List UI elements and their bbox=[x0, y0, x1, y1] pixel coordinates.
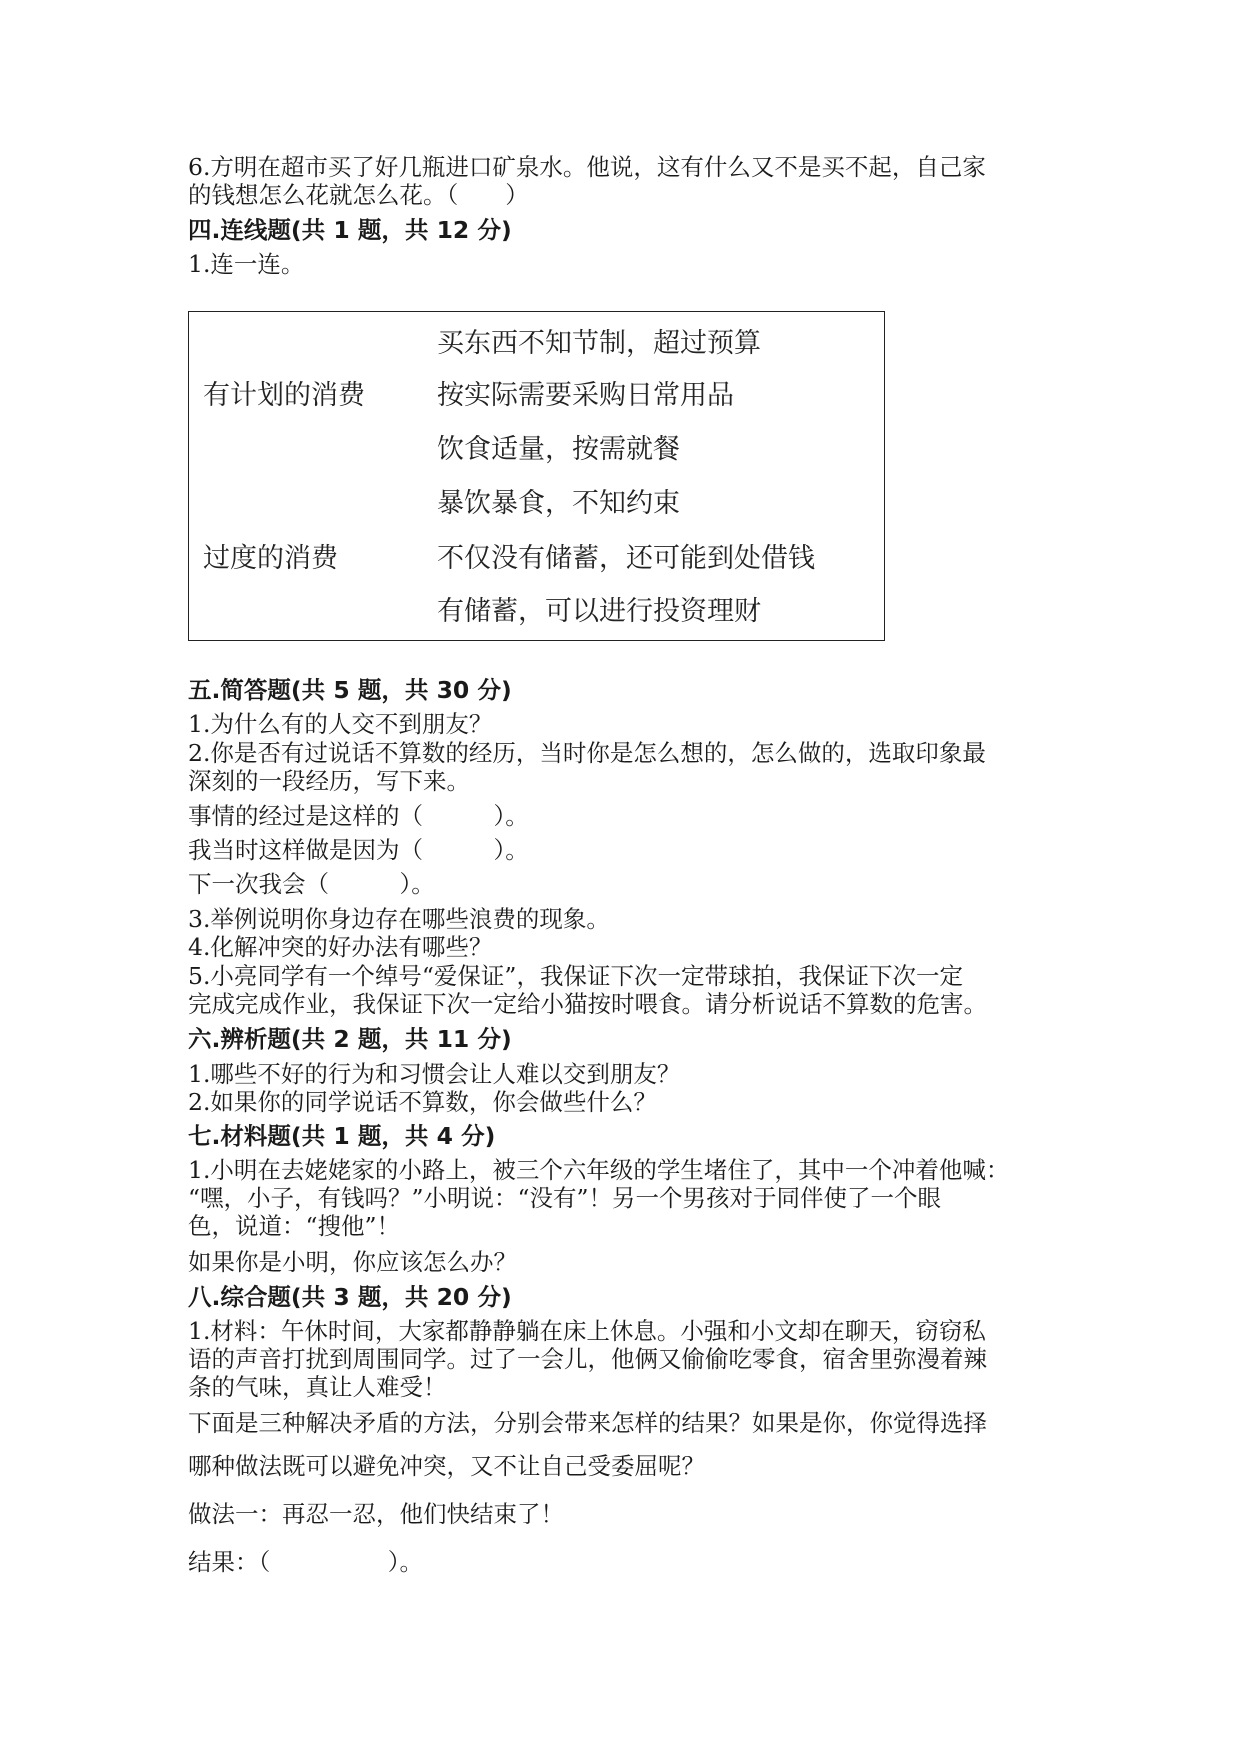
s5-fill-blank-3: 下一次我会（ ）。 bbox=[188, 870, 435, 898]
matching-right-item-3[interactable]: 饮食适量，按需就餐 bbox=[437, 434, 680, 465]
section-6-heading: 六.辨析题(共 2 题，共 11 分) bbox=[188, 1025, 512, 1053]
s7-question-1-line2: “嘿，小子，有钱吗？”小明说：“没有”！另一个男孩对于同伴使了一个眼 bbox=[188, 1184, 942, 1212]
s8-method-1: 做法一：再忍一忍，他们快结束了！ bbox=[188, 1500, 564, 1528]
s8-result-1: 结果：（ ）。 bbox=[188, 1548, 423, 1576]
s6-question-2: 2.如果你的同学说话不算数，你会做些什么？ bbox=[188, 1088, 657, 1116]
matching-right-item-6[interactable]: 有储蓄，可以进行投资理财 bbox=[437, 596, 761, 627]
s5-question-4: 4.化解冲突的好办法有哪些？ bbox=[188, 933, 493, 961]
q3-item6-line2: 的钱想怎么花就怎么花。（ ） bbox=[188, 181, 529, 209]
s7-question-1-line1: 1.小明在去姥姥家的小路上，被三个六年级的学生堵住了，其中一个冲着他喊： bbox=[188, 1156, 1010, 1184]
section-4-heading: 四.连线题(共 1 题，共 12 分) bbox=[188, 216, 512, 244]
matching-left-item-2[interactable]: 过度的消费 bbox=[203, 543, 338, 574]
matching-box bbox=[188, 311, 885, 641]
s7-question-1-line3: 色，说道：“搜他”！ bbox=[188, 1212, 401, 1240]
matching-right-item-1[interactable]: 买东西不知节制，超过预算 bbox=[437, 328, 761, 359]
s8-ask-line1: 下面是三种解决矛盾的方法，分别会带来怎样的结果？如果是你，你觉得选择 bbox=[188, 1409, 987, 1437]
s5-question-2-line2: 深刻的一段经历，写下来。 bbox=[188, 767, 470, 795]
s4-question-1: 1.连一连。 bbox=[188, 250, 305, 278]
matching-left-item-1[interactable]: 有计划的消费 bbox=[203, 380, 365, 411]
matching-right-item-5[interactable]: 不仅没有储蓄，还可能到处借钱 bbox=[437, 543, 815, 574]
section-7-heading: 七.材料题(共 1 题，共 4 分) bbox=[188, 1122, 496, 1150]
s8-question-1-line3: 条的气味，真让人难受！ bbox=[188, 1373, 447, 1401]
s7-question-1-ask: 如果你是小明，你应该怎么办？ bbox=[188, 1248, 517, 1276]
s5-fill-blank-1: 事情的经过是这样的（ ）。 bbox=[188, 802, 529, 830]
section-5-heading: 五.简答题(共 5 题，共 30 分) bbox=[188, 676, 512, 704]
s8-question-1-line1: 1.材料：午休时间，大家都静静躺在床上休息。小强和小文却在聊天，窃窃私 bbox=[188, 1317, 986, 1345]
matching-right-item-4[interactable]: 暴饮暴食，不知约束 bbox=[437, 488, 680, 519]
s5-question-3: 3.举例说明你身边存在哪些浪费的现象。 bbox=[188, 905, 610, 933]
section-8-heading: 八.综合题(共 3 题，共 20 分) bbox=[188, 1283, 512, 1311]
s5-question-2-line1: 2.你是否有过说话不算数的经历，当时你是怎么想的，怎么做的，选取印象最 bbox=[188, 739, 986, 767]
s8-ask-line2: 哪种做法既可以避免冲突，又不让自己受委屈呢？ bbox=[188, 1452, 705, 1480]
s5-question-5-line2: 完成完成作业，我保证下次一定给小猫按时喂食。请分析说话不算数的危害。 bbox=[188, 990, 987, 1018]
s8-question-1-line2: 语的声音打扰到周围同学。过了一会儿，他俩又偷偷吃零食，宿舍里弥漫着辣 bbox=[188, 1345, 987, 1373]
s5-question-1: 1.为什么有的人交不到朋友？ bbox=[188, 710, 493, 738]
s5-question-5-line1: 5.小亮同学有一个绰号“爱保证”，我保证下次一定带球拍，我保证下次一定 bbox=[188, 962, 963, 990]
s6-question-1: 1.哪些不好的行为和习惯会让人难以交到朋友？ bbox=[188, 1060, 681, 1088]
matching-right-item-2[interactable]: 按实际需要采购日常用品 bbox=[437, 380, 734, 411]
s5-fill-blank-2: 我当时这样做是因为（ ）。 bbox=[188, 836, 529, 864]
q3-item6-line1: 6.方明在超市买了好几瓶进口矿泉水。他说，这有什么又不是买不起，自己家 bbox=[188, 153, 986, 181]
